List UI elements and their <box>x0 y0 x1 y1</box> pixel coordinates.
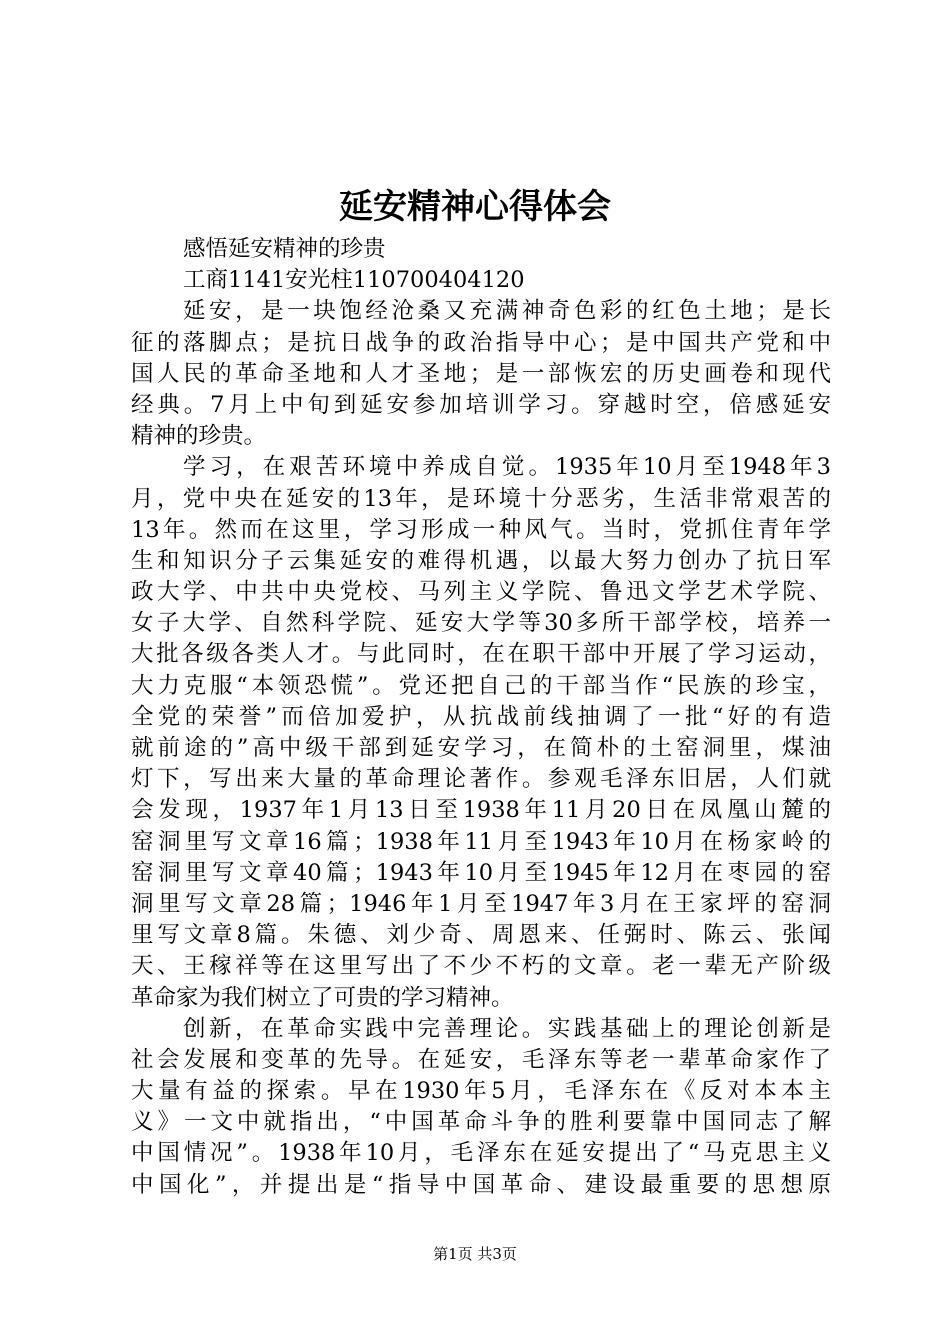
paragraph-2-line: 学习，在艰苦环境中养成自觉。1935年10月至1948年3 <box>183 454 831 481</box>
document-title: 延安精神心得体会 <box>339 187 611 227</box>
paragraph-2-line: 就前途的”高中级干部到延安学习，在简朴的土窑洞里，煤油 <box>131 735 831 761</box>
paragraph-2-line: 窑洞里写文章16篇；1938年11月至1943年10月在杨家岭的 <box>131 828 831 855</box>
paragraph-2-line: 会发现，1937年1月13日至1938年11月20日在凤凰山麓的 <box>131 797 831 824</box>
document-body <box>131 234 831 1201</box>
document-subtitle: 感悟延安精神的珍贵 <box>183 236 386 262</box>
paragraph-3-line: 创新，在革命实践中完善理论。实践基础上的理论创新是 <box>183 1015 831 1042</box>
paragraph-2-line: 灯下，写出来大量的革命理论著作。参观毛泽东旧居，人们就 <box>131 766 831 793</box>
paragraph-2-line: 天、王稼祥等在这里写出了不少不朽的文章。老一辈无产阶级 <box>131 953 831 980</box>
paragraph-1-line: 征的落脚点；是抗日战争的政治指导中心；是中国共产党和中 <box>131 329 831 356</box>
paragraph-3-line: 大量有益的探索。早在1930年5月，毛泽东在《反对本本主 <box>131 1078 831 1105</box>
paragraph-3-line: 义》一文中就指出，“中国革命斗争的胜利要靠中国同志了解 <box>131 1109 831 1136</box>
paragraph-2-line: 13年。然而在这里，学习形成一种风气。当时，党抓住青年学 <box>131 516 831 543</box>
paragraph-2-line: 窑洞里写文章40篇；1943年10月至1945年12月在枣园的窑 <box>131 859 831 886</box>
paragraph-3-line: 中国情况”。1938年10月，毛泽东在延安提出了“马克思主义 <box>131 1140 831 1167</box>
paragraph-2-line: 月，党中央在延安的13年，是环境十分恶劣，生活非常艰苦的 <box>131 485 831 512</box>
paragraph-2-line: 女子大学、自然科学院、延安大学等30多所干部学校，培养一 <box>131 610 831 637</box>
paragraph-2-line: 洞里写文章28篇；1946年1月至1947年3月在王家坪的窑洞 <box>131 890 831 917</box>
paragraph-3-line: 中国化”，并提出是“指导中国革命、建设最重要的思想原 <box>131 1171 831 1198</box>
paragraph-2-line: 政大学、中共中央党校、马列主义学院、鲁迅文学艺术学院、 <box>131 579 831 606</box>
paragraph-2-line: 革命家为我们树立了可贵的学习精神。 <box>131 984 514 1011</box>
page-footer <box>0 1244 950 1264</box>
page-indicator: 第1页 共3页 <box>433 1245 517 1263</box>
paragraph-2-line: 全党的荣誉”而倍加爱护，从抗战前线抽调了一批“好的有造 <box>131 703 831 730</box>
paragraph-1-line: 精神的珍贵。 <box>131 423 267 450</box>
paragraph-2-line: 生和知识分子云集延安的难得机遇，以最大努力创办了抗日军 <box>131 547 831 574</box>
paragraph-2-line: 里写文章8篇。朱德、刘少奇、周恩来、任弼时、陈云、张闻 <box>131 922 831 949</box>
paragraph-2-line: 大批各级各类人才。与此同时，在在职干部中开展了学习运动， <box>131 641 831 668</box>
paragraph-3-line: 社会发展和变革的先导。在延安，毛泽东等老一辈革命家作了 <box>131 1046 831 1073</box>
paragraph-1-line: 延安，是一块饱经沧桑又充满神奇色彩的红色土地；是长 <box>183 298 831 325</box>
paragraph-1-line: 国人民的革命圣地和人才圣地；是一部恢宏的历史画卷和现代 <box>131 360 831 387</box>
paragraph-1-line: 经典。7月上中旬到延安参加培训学习。穿越时空，倍感延安 <box>131 391 831 418</box>
paragraph-2-line: 大力克服“本领恐慌”。党还把自己的干部当作“民族的珍宝， <box>131 672 831 699</box>
author-line: 工商1141安光柱110700404120 <box>183 267 525 294</box>
